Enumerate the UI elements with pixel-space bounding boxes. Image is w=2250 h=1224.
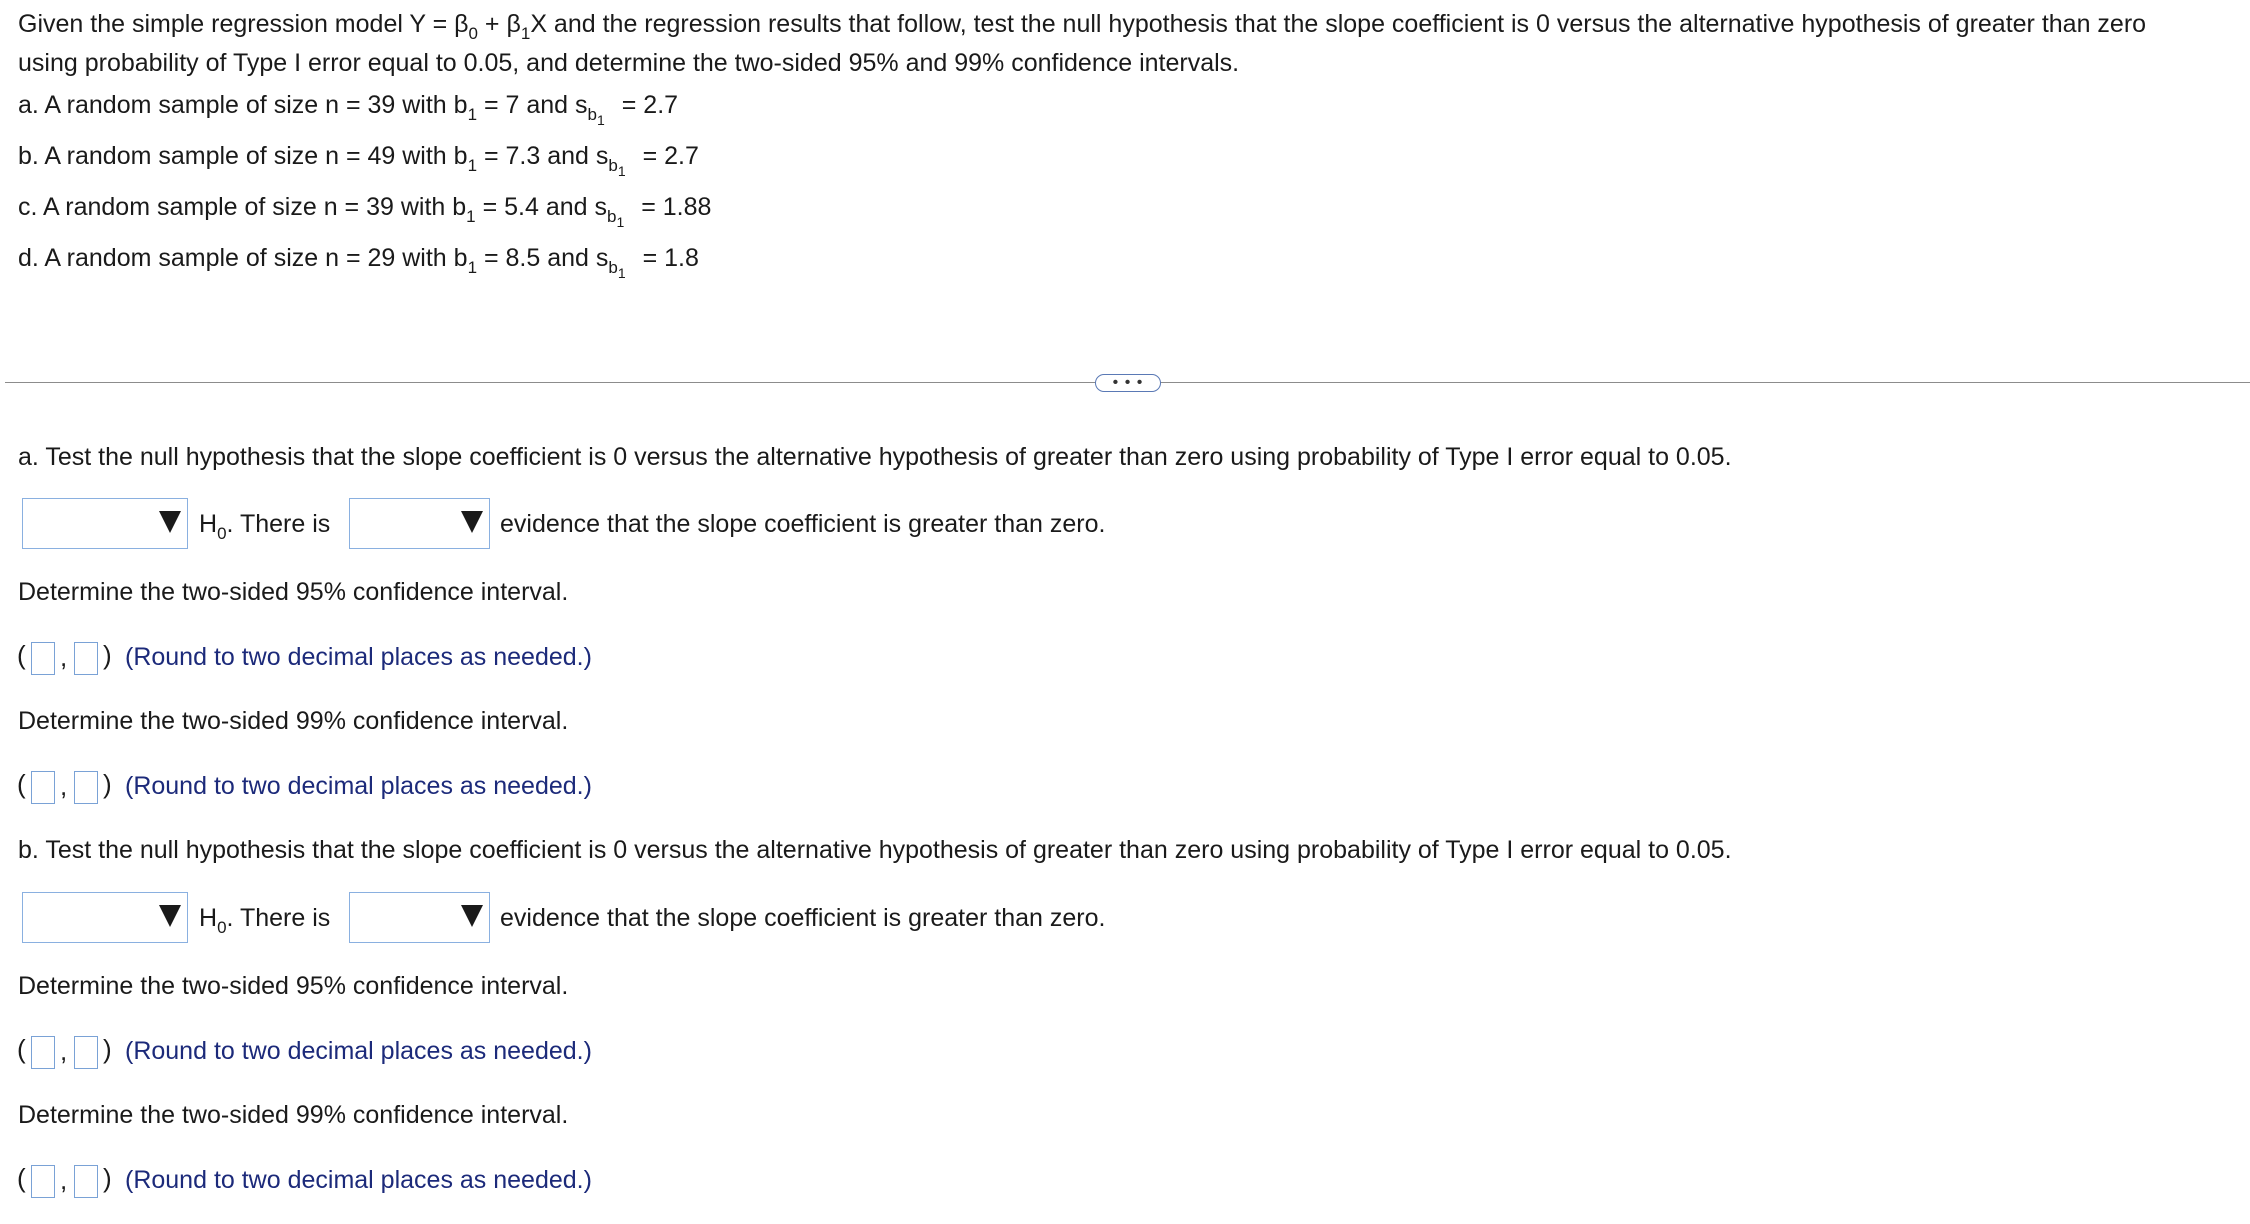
- open-paren: (: [17, 640, 26, 670]
- evidence-dropdown-a[interactable]: [349, 498, 490, 549]
- subscript-1: 1: [466, 207, 476, 226]
- ci95-label-a: Determine the two-sided 95% confidence interval.: [18, 578, 569, 606]
- item-text: = 8.5 and s: [477, 244, 609, 272]
- comma: ,: [60, 1036, 68, 1066]
- chevron-down-icon: [159, 905, 181, 927]
- evidence-text-a: evidence that the slope coefficient is greater than zero.: [500, 510, 1106, 538]
- problem-line-2: using probability of Type I error equal to 0.05, and determine the two-sided 95% and 99% confidence intervals.: [18, 49, 1240, 77]
- model-text-1: Given the simple regression model Y = β: [18, 10, 469, 38]
- round-note: (Round to two decimal places as needed.): [125, 1166, 592, 1194]
- item-text: = 7 and s: [477, 91, 588, 119]
- subscript-1: 1: [467, 258, 478, 277]
- comma: ,: [60, 642, 68, 672]
- model-text-3: X and the regression results that follow, test the null hypothesis that the slope coefficient is 0 versus the alternative hypothesis of greater than zero: [530, 10, 2147, 38]
- h0-label-b: $H_0$. There is: [199, 904, 331, 937]
- open-paren: (: [17, 1034, 26, 1064]
- ci99-upper-input-a[interactable]: [74, 771, 98, 804]
- item-text: = 1.8: [635, 244, 699, 272]
- ci99-label-a: Determine the two-sided 99% confidence interval.: [18, 707, 569, 735]
- item-text: b. A random sample of size n = 49 with b: [18, 142, 468, 170]
- expand-more-button[interactable]: • • •: [1095, 374, 1161, 392]
- item-text: c. A random sample of size n = 39 with b: [18, 193, 467, 221]
- item-text: a. A random sample of size n = 39 with b: [18, 91, 468, 119]
- round-note: (Round to two decimal places as needed.): [125, 772, 592, 800]
- subscript-1: 1: [467, 156, 478, 175]
- chevron-down-icon: [461, 511, 483, 533]
- sb-subscript: b1: [608, 156, 626, 179]
- item-c: [18, 193, 712, 230]
- part-a-question: a. Test the null hypothesis that the slope coefficient is 0 versus the alternative hypothesis of greater than zero using probability of Type I error equal to 0.05.: [18, 443, 1732, 471]
- subscript-1: 1: [467, 105, 478, 124]
- item-a: [18, 91, 679, 128]
- h0-label-a: $H_0$. There is: [199, 510, 331, 543]
- item-text: = 1.88: [634, 193, 712, 221]
- close-paren: ): [103, 1163, 112, 1193]
- ci95-upper-input-a[interactable]: [74, 642, 98, 675]
- close-paren: ): [103, 640, 112, 670]
- item-text: = 2.7: [614, 91, 679, 119]
- comma: ,: [60, 771, 68, 801]
- comma: ,: [60, 1165, 68, 1195]
- ci99-lower-input-b[interactable]: [31, 1165, 55, 1198]
- item-d: [18, 244, 699, 281]
- ci95-label-b: Determine the two-sided 95% confidence interval.: [18, 972, 569, 1000]
- evidence-text-b: evidence that the slope coefficient is greater than zero.: [500, 904, 1106, 932]
- ci95-lower-input-b[interactable]: [31, 1036, 55, 1069]
- subscript-1: 1: [520, 24, 531, 43]
- ci99-label-b: Determine the two-sided 99% confidence interval.: [18, 1101, 569, 1129]
- open-paren: (: [17, 769, 26, 799]
- item-text: = 7.3 and s: [477, 142, 609, 170]
- item-b: [18, 142, 699, 179]
- sb-subscript: b1: [608, 258, 626, 281]
- subscript-0: 0: [468, 24, 478, 43]
- problem-line-1: [18, 10, 2147, 43]
- close-paren: ): [103, 1034, 112, 1064]
- item-text: = 5.4 and s: [475, 193, 607, 221]
- close-paren: ): [103, 769, 112, 799]
- ci95-lower-input-a[interactable]: [31, 642, 55, 675]
- reject-decision-dropdown-b[interactable]: [22, 892, 188, 943]
- sb-subscript: b1: [587, 105, 605, 128]
- chevron-down-icon: [159, 511, 181, 533]
- round-note: (Round to two decimal places as needed.): [125, 643, 592, 671]
- item-text: = 2.7: [635, 142, 699, 170]
- item-text: d. A random sample of size n = 29 with b: [18, 244, 468, 272]
- round-note: (Round to two decimal places as needed.): [125, 1037, 592, 1065]
- model-text-2: + β: [477, 10, 521, 38]
- chevron-down-icon: [461, 905, 483, 927]
- reject-decision-dropdown-a[interactable]: [22, 498, 188, 549]
- ci95-upper-input-b[interactable]: [74, 1036, 98, 1069]
- ci99-upper-input-b[interactable]: [74, 1165, 98, 1198]
- ci99-lower-input-a[interactable]: [31, 771, 55, 804]
- part-b-question: b. Test the null hypothesis that the slope coefficient is 0 versus the alternative hypothesis of greater than zero using probability of Type I error equal to 0.05.: [18, 836, 1732, 864]
- open-paren: (: [17, 1163, 26, 1193]
- sb-subscript: b1: [607, 207, 625, 230]
- evidence-dropdown-b[interactable]: [349, 892, 490, 943]
